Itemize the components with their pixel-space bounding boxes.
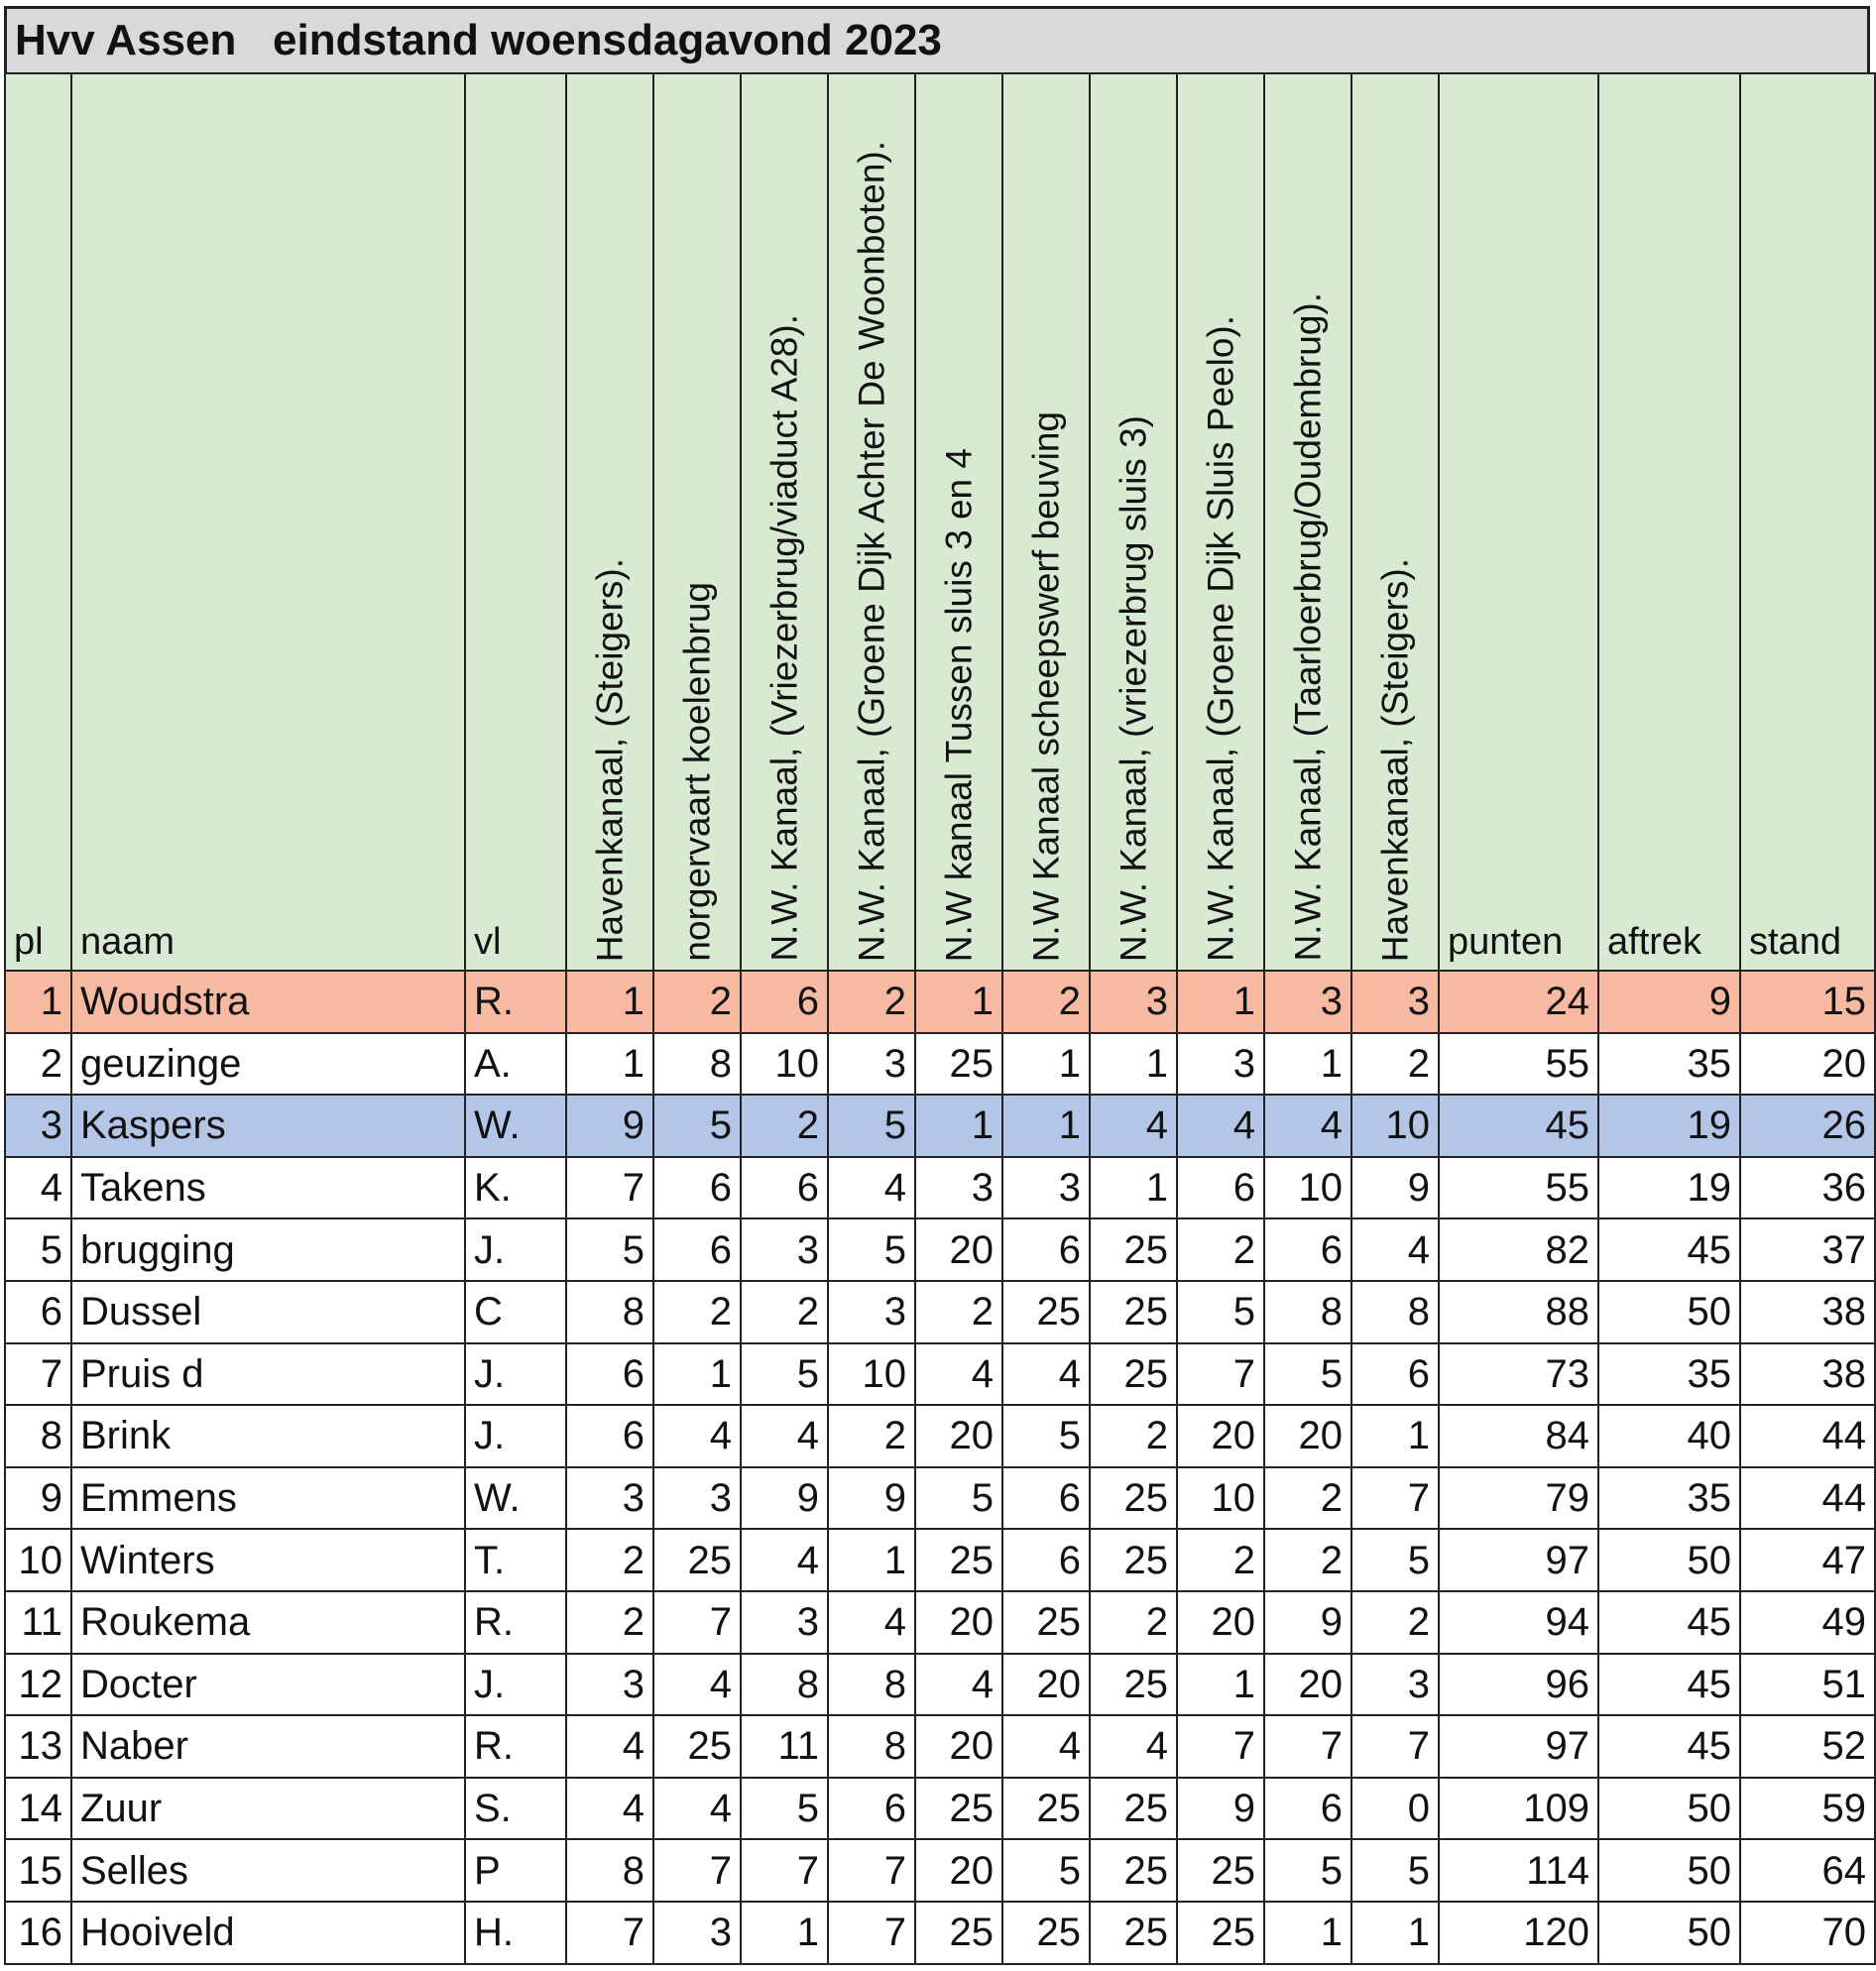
cell-score-1: 8 xyxy=(566,1839,653,1902)
cell-aftrek: 45 xyxy=(1598,1654,1740,1716)
cell-score-1: 7 xyxy=(566,1157,653,1219)
cell-vl: S. xyxy=(465,1778,566,1840)
cell-score-7: 25 xyxy=(1090,1343,1177,1406)
cell-vl: T. xyxy=(465,1529,566,1591)
cell-score-3: 11 xyxy=(741,1715,828,1778)
cell-punten: 109 xyxy=(1439,1778,1598,1840)
table-row xyxy=(5,1778,1875,1840)
cell-score-4: 8 xyxy=(828,1654,915,1716)
cell-score-5: 4 xyxy=(915,1343,1002,1406)
cell-naam: Winters xyxy=(71,1529,465,1591)
table-row xyxy=(5,1033,1875,1096)
cell-punten: 114 xyxy=(1439,1839,1598,1902)
cell-score-10: 6 xyxy=(1351,1343,1439,1406)
cell-score-2: 5 xyxy=(653,1095,741,1157)
cell-score-1: 1 xyxy=(566,971,653,1033)
cell-aftrek: 19 xyxy=(1598,1157,1740,1219)
cell-aftrek: 50 xyxy=(1598,1839,1740,1902)
cell-score-8: 1 xyxy=(1177,971,1264,1033)
cell-score-6: 2 xyxy=(1002,971,1090,1033)
cell-score-5: 25 xyxy=(915,1529,1002,1591)
cell-score-8: 1 xyxy=(1177,1654,1264,1716)
cell-score-4: 3 xyxy=(828,1281,915,1343)
cell-score-3: 10 xyxy=(741,1033,828,1096)
cell-score-6: 25 xyxy=(1002,1281,1090,1343)
cell-score-10: 3 xyxy=(1351,971,1439,1033)
cell-score-5: 20 xyxy=(915,1591,1002,1654)
cell-score-10: 8 xyxy=(1351,1281,1439,1343)
cell-pl: 1 xyxy=(5,971,71,1033)
cell-vl: J. xyxy=(465,1405,566,1467)
cell-score-7: 1 xyxy=(1090,1033,1177,1096)
cell-score-3: 9 xyxy=(741,1467,828,1530)
cell-score-6: 25 xyxy=(1002,1778,1090,1840)
cell-score-9: 3 xyxy=(1264,971,1351,1033)
cell-stand: 44 xyxy=(1740,1405,1875,1467)
cell-vl: R. xyxy=(465,1715,566,1778)
table-row xyxy=(5,1467,1875,1530)
cell-score-1: 1 xyxy=(566,1033,653,1096)
cell-punten: 97 xyxy=(1439,1715,1598,1778)
cell-score-2: 3 xyxy=(653,1467,741,1530)
table-row xyxy=(5,1529,1875,1591)
cell-score-4: 2 xyxy=(828,1405,915,1467)
cell-stand: 26 xyxy=(1740,1095,1875,1157)
cell-stand: 64 xyxy=(1740,1839,1875,1902)
cell-stand: 59 xyxy=(1740,1778,1875,1840)
cell-score-7: 25 xyxy=(1090,1839,1177,1902)
cell-naam: Pruis d xyxy=(71,1343,465,1406)
cell-score-7: 25 xyxy=(1090,1654,1177,1716)
cell-vl: P xyxy=(465,1839,566,1902)
cell-score-9: 7 xyxy=(1264,1715,1351,1778)
cell-score-8: 9 xyxy=(1177,1778,1264,1840)
cell-vl: R. xyxy=(465,1591,566,1654)
cell-aftrek: 35 xyxy=(1598,1467,1740,1530)
cell-score-9: 6 xyxy=(1264,1778,1351,1840)
cell-score-9: 1 xyxy=(1264,1902,1351,1964)
cell-pl: 3 xyxy=(5,1095,71,1157)
cell-naam: brugging xyxy=(71,1218,465,1281)
cell-vl: J. xyxy=(465,1654,566,1716)
cell-stand: 36 xyxy=(1740,1157,1875,1219)
cell-score-10: 2 xyxy=(1351,1033,1439,1096)
cell-pl: 11 xyxy=(5,1591,71,1654)
table-row xyxy=(5,1902,1875,1964)
cell-punten: 97 xyxy=(1439,1529,1598,1591)
cell-naam: Emmens xyxy=(71,1467,465,1530)
cell-score-8: 10 xyxy=(1177,1467,1264,1530)
cell-score-6: 6 xyxy=(1002,1467,1090,1530)
cell-naam: Woudstra xyxy=(71,971,465,1033)
standings-body xyxy=(5,971,1875,1964)
cell-score-7: 25 xyxy=(1090,1529,1177,1591)
cell-pl: 9 xyxy=(5,1467,71,1530)
col-header-venue-2: norgervaart koelenbrug xyxy=(653,73,741,971)
cell-naam: Dussel xyxy=(71,1281,465,1343)
cell-score-2: 6 xyxy=(653,1218,741,1281)
cell-score-3: 2 xyxy=(741,1095,828,1157)
cell-score-8: 25 xyxy=(1177,1839,1264,1902)
col-header-venue-9: N.W. Kanaal, (Taarloerbrug/Oudembrug). xyxy=(1264,73,1351,971)
cell-score-9: 2 xyxy=(1264,1467,1351,1530)
table-row xyxy=(5,1281,1875,1343)
cell-score-10: 3 xyxy=(1351,1654,1439,1716)
cell-score-4: 5 xyxy=(828,1095,915,1157)
cell-score-4: 7 xyxy=(828,1902,915,1964)
cell-aftrek: 40 xyxy=(1598,1405,1740,1467)
cell-aftrek: 50 xyxy=(1598,1529,1740,1591)
cell-score-8: 5 xyxy=(1177,1281,1264,1343)
col-header-venue-7: N.W. Kanaal, (vriezerbrug sluis 3) xyxy=(1090,73,1177,971)
cell-aftrek: 50 xyxy=(1598,1778,1740,1840)
cell-score-1: 3 xyxy=(566,1467,653,1530)
cell-score-3: 5 xyxy=(741,1343,828,1406)
cell-score-8: 20 xyxy=(1177,1405,1264,1467)
cell-stand: 38 xyxy=(1740,1343,1875,1406)
cell-score-10: 10 xyxy=(1351,1095,1439,1157)
cell-score-8: 2 xyxy=(1177,1529,1264,1591)
table-row xyxy=(5,1343,1875,1406)
cell-stand: 15 xyxy=(1740,971,1875,1033)
col-header-venue-10: Havenkanaal, (Steigers). xyxy=(1351,73,1439,971)
cell-score-1: 9 xyxy=(566,1095,653,1157)
cell-score-6: 25 xyxy=(1002,1591,1090,1654)
cell-score-10: 2 xyxy=(1351,1591,1439,1654)
cell-score-4: 6 xyxy=(828,1778,915,1840)
col-header-stand: stand xyxy=(1740,73,1875,971)
cell-punten: 94 xyxy=(1439,1591,1598,1654)
cell-score-5: 1 xyxy=(915,1095,1002,1157)
cell-stand: 37 xyxy=(1740,1218,1875,1281)
table-row xyxy=(5,1654,1875,1716)
cell-score-5: 5 xyxy=(915,1467,1002,1530)
table-row xyxy=(5,1839,1875,1902)
cell-pl: 4 xyxy=(5,1157,71,1219)
cell-score-3: 3 xyxy=(741,1591,828,1654)
cell-score-1: 6 xyxy=(566,1343,653,1406)
cell-vl: H. xyxy=(465,1902,566,1964)
cell-pl: 14 xyxy=(5,1778,71,1840)
cell-score-8: 2 xyxy=(1177,1218,1264,1281)
cell-score-3: 5 xyxy=(741,1778,828,1840)
cell-score-5: 25 xyxy=(915,1778,1002,1840)
cell-stand: 44 xyxy=(1740,1467,1875,1530)
cell-punten: 88 xyxy=(1439,1281,1598,1343)
cell-score-5: 20 xyxy=(915,1715,1002,1778)
cell-punten: 84 xyxy=(1439,1405,1598,1467)
cell-aftrek: 45 xyxy=(1598,1218,1740,1281)
cell-score-4: 4 xyxy=(828,1157,915,1219)
cell-stand: 49 xyxy=(1740,1591,1875,1654)
cell-score-5: 25 xyxy=(915,1033,1002,1096)
cell-aftrek: 45 xyxy=(1598,1715,1740,1778)
cell-naam: Takens xyxy=(71,1157,465,1219)
col-header-venue-6: N.W Kanaal scheepswerf beuving xyxy=(1002,73,1090,971)
cell-score-9: 4 xyxy=(1264,1095,1351,1157)
cell-score-9: 1 xyxy=(1264,1033,1351,1096)
cell-punten: 82 xyxy=(1439,1218,1598,1281)
cell-score-3: 8 xyxy=(741,1654,828,1716)
cell-score-10: 7 xyxy=(1351,1467,1439,1530)
cell-score-10: 5 xyxy=(1351,1839,1439,1902)
cell-stand: 70 xyxy=(1740,1902,1875,1964)
cell-score-2: 4 xyxy=(653,1405,741,1467)
cell-pl: 6 xyxy=(5,1281,71,1343)
col-header-venue-8: N.W. Kanaal, (Groene Dijk Sluis Peelo). xyxy=(1177,73,1264,971)
cell-naam: Zuur xyxy=(71,1778,465,1840)
header-row xyxy=(5,73,1875,971)
table-row xyxy=(5,1218,1875,1281)
table-row xyxy=(5,1405,1875,1467)
cell-vl: K. xyxy=(465,1157,566,1219)
cell-vl: W. xyxy=(465,1467,566,1530)
table-row xyxy=(5,1157,1875,1219)
table-row xyxy=(5,1591,1875,1654)
cell-score-2: 25 xyxy=(653,1529,741,1591)
cell-score-8: 7 xyxy=(1177,1715,1264,1778)
cell-score-5: 25 xyxy=(915,1902,1002,1964)
table-row xyxy=(5,971,1875,1033)
cell-punten: 120 xyxy=(1439,1902,1598,1964)
cell-score-4: 4 xyxy=(828,1591,915,1654)
cell-score-1: 3 xyxy=(566,1654,653,1716)
cell-score-10: 1 xyxy=(1351,1405,1439,1467)
cell-score-2: 4 xyxy=(653,1778,741,1840)
cell-score-2: 4 xyxy=(653,1654,741,1716)
cell-punten: 45 xyxy=(1439,1095,1598,1157)
cell-score-9: 5 xyxy=(1264,1839,1351,1902)
cell-score-6: 25 xyxy=(1002,1902,1090,1964)
cell-score-1: 2 xyxy=(566,1529,653,1591)
standings-table xyxy=(4,72,1876,1965)
cell-score-3: 6 xyxy=(741,1157,828,1219)
cell-score-10: 5 xyxy=(1351,1529,1439,1591)
standings-sheet xyxy=(4,6,1870,1965)
cell-score-4: 7 xyxy=(828,1839,915,1902)
cell-score-7: 2 xyxy=(1090,1591,1177,1654)
cell-score-2: 25 xyxy=(653,1715,741,1778)
cell-score-7: 25 xyxy=(1090,1218,1177,1281)
cell-score-2: 7 xyxy=(653,1591,741,1654)
cell-pl: 10 xyxy=(5,1529,71,1591)
cell-score-2: 2 xyxy=(653,1281,741,1343)
table-row xyxy=(5,1095,1875,1157)
cell-naam: Naber xyxy=(71,1715,465,1778)
col-header-punten: punten xyxy=(1439,73,1598,971)
table-row xyxy=(5,1715,1875,1778)
cell-pl: 15 xyxy=(5,1839,71,1902)
cell-score-9: 2 xyxy=(1264,1529,1351,1591)
cell-pl: 7 xyxy=(5,1343,71,1406)
cell-punten: 96 xyxy=(1439,1654,1598,1716)
cell-aftrek: 45 xyxy=(1598,1591,1740,1654)
col-header-pl: pl xyxy=(5,73,71,971)
cell-score-7: 4 xyxy=(1090,1095,1177,1157)
cell-score-4: 8 xyxy=(828,1715,915,1778)
cell-score-2: 2 xyxy=(653,971,741,1033)
cell-stand: 51 xyxy=(1740,1654,1875,1716)
cell-naam: Brink xyxy=(71,1405,465,1467)
cell-naam: Selles xyxy=(71,1839,465,1902)
cell-aftrek: 50 xyxy=(1598,1281,1740,1343)
cell-punten: 55 xyxy=(1439,1033,1598,1096)
cell-score-7: 2 xyxy=(1090,1405,1177,1467)
cell-score-1: 5 xyxy=(566,1218,653,1281)
cell-score-6: 1 xyxy=(1002,1095,1090,1157)
cell-score-1: 2 xyxy=(566,1591,653,1654)
cell-score-2: 3 xyxy=(653,1902,741,1964)
cell-score-1: 8 xyxy=(566,1281,653,1343)
cell-score-6: 4 xyxy=(1002,1715,1090,1778)
cell-score-2: 8 xyxy=(653,1033,741,1096)
cell-naam: Roukema xyxy=(71,1591,465,1654)
cell-score-6: 1 xyxy=(1002,1033,1090,1096)
cell-score-8: 25 xyxy=(1177,1902,1264,1964)
cell-pl: 13 xyxy=(5,1715,71,1778)
cell-score-8: 4 xyxy=(1177,1095,1264,1157)
cell-score-8: 20 xyxy=(1177,1591,1264,1654)
cell-punten: 79 xyxy=(1439,1467,1598,1530)
cell-pl: 12 xyxy=(5,1654,71,1716)
cell-score-4: 3 xyxy=(828,1033,915,1096)
cell-score-8: 3 xyxy=(1177,1033,1264,1096)
cell-score-3: 7 xyxy=(741,1839,828,1902)
cell-aftrek: 9 xyxy=(1598,971,1740,1033)
cell-score-9: 20 xyxy=(1264,1654,1351,1716)
cell-score-4: 2 xyxy=(828,971,915,1033)
cell-score-4: 9 xyxy=(828,1467,915,1530)
cell-score-9: 6 xyxy=(1264,1218,1351,1281)
cell-aftrek: 35 xyxy=(1598,1343,1740,1406)
cell-score-6: 6 xyxy=(1002,1218,1090,1281)
cell-pl: 5 xyxy=(5,1218,71,1281)
cell-score-9: 8 xyxy=(1264,1281,1351,1343)
cell-score-2: 7 xyxy=(653,1839,741,1902)
cell-naam: Kaspers xyxy=(71,1095,465,1157)
cell-score-5: 4 xyxy=(915,1654,1002,1716)
cell-punten: 73 xyxy=(1439,1343,1598,1406)
cell-score-1: 7 xyxy=(566,1902,653,1964)
cell-score-6: 5 xyxy=(1002,1405,1090,1467)
cell-score-7: 3 xyxy=(1090,971,1177,1033)
cell-score-3: 1 xyxy=(741,1902,828,1964)
cell-score-3: 4 xyxy=(741,1529,828,1591)
cell-naam: geuzinge xyxy=(71,1033,465,1096)
cell-score-5: 2 xyxy=(915,1281,1002,1343)
cell-score-7: 25 xyxy=(1090,1902,1177,1964)
cell-score-7: 25 xyxy=(1090,1467,1177,1530)
cell-score-5: 20 xyxy=(915,1405,1002,1467)
cell-score-2: 6 xyxy=(653,1157,741,1219)
col-header-venue-5: N.W kanaal Tussen sluis 3 en 4 xyxy=(915,73,1002,971)
cell-stand: 47 xyxy=(1740,1529,1875,1591)
cell-score-7: 25 xyxy=(1090,1281,1177,1343)
cell-punten: 55 xyxy=(1439,1157,1598,1219)
cell-pl: 16 xyxy=(5,1902,71,1964)
cell-naam: Hooiveld xyxy=(71,1902,465,1964)
cell-punten: 24 xyxy=(1439,971,1598,1033)
cell-score-3: 3 xyxy=(741,1218,828,1281)
cell-aftrek: 19 xyxy=(1598,1095,1740,1157)
cell-score-6: 3 xyxy=(1002,1157,1090,1219)
cell-score-1: 4 xyxy=(566,1778,653,1840)
cell-pl: 2 xyxy=(5,1033,71,1096)
col-header-vl: vl xyxy=(465,73,566,971)
cell-vl: R. xyxy=(465,971,566,1033)
sheet-title: Hvv Assen eindstand woensdagavond 2023 xyxy=(4,6,1870,75)
cell-score-10: 4 xyxy=(1351,1218,1439,1281)
cell-score-7: 1 xyxy=(1090,1157,1177,1219)
cell-score-3: 4 xyxy=(741,1405,828,1467)
cell-score-7: 4 xyxy=(1090,1715,1177,1778)
cell-score-9: 20 xyxy=(1264,1405,1351,1467)
cell-score-9: 9 xyxy=(1264,1591,1351,1654)
cell-stand: 20 xyxy=(1740,1033,1875,1096)
cell-score-8: 7 xyxy=(1177,1343,1264,1406)
cell-score-1: 6 xyxy=(566,1405,653,1467)
cell-score-3: 2 xyxy=(741,1281,828,1343)
cell-score-10: 0 xyxy=(1351,1778,1439,1840)
cell-score-4: 10 xyxy=(828,1343,915,1406)
col-header-naam: naam xyxy=(71,73,465,971)
cell-score-3: 6 xyxy=(741,971,828,1033)
cell-vl: A. xyxy=(465,1033,566,1096)
cell-stand: 38 xyxy=(1740,1281,1875,1343)
cell-vl: J. xyxy=(465,1343,566,1406)
cell-score-9: 10 xyxy=(1264,1157,1351,1219)
cell-score-4: 1 xyxy=(828,1529,915,1591)
cell-score-9: 5 xyxy=(1264,1343,1351,1406)
cell-vl: W. xyxy=(465,1095,566,1157)
cell-vl: C xyxy=(465,1281,566,1343)
col-header-venue-1: Havenkanaal, (Steigers). xyxy=(566,73,653,971)
cell-score-6: 4 xyxy=(1002,1343,1090,1406)
cell-naam: Docter xyxy=(71,1654,465,1716)
cell-score-10: 9 xyxy=(1351,1157,1439,1219)
cell-score-5: 3 xyxy=(915,1157,1002,1219)
cell-stand: 52 xyxy=(1740,1715,1875,1778)
cell-score-10: 7 xyxy=(1351,1715,1439,1778)
cell-vl: J. xyxy=(465,1218,566,1281)
cell-score-7: 25 xyxy=(1090,1778,1177,1840)
cell-score-8: 6 xyxy=(1177,1157,1264,1219)
cell-score-2: 1 xyxy=(653,1343,741,1406)
col-header-venue-4: N.W. Kanaal, (Groene Dijk Achter De Woonboten). xyxy=(828,73,915,971)
col-header-venue-3: N.W. Kanaal, (Vriezerbrug/viaduct A28). xyxy=(741,73,828,971)
cell-score-6: 6 xyxy=(1002,1529,1090,1591)
cell-aftrek: 50 xyxy=(1598,1902,1740,1964)
cell-score-5: 20 xyxy=(915,1839,1002,1902)
cell-aftrek: 35 xyxy=(1598,1033,1740,1096)
cell-score-1: 4 xyxy=(566,1715,653,1778)
col-header-aftrek: aftrek xyxy=(1598,73,1740,971)
cell-pl: 8 xyxy=(5,1405,71,1467)
cell-score-5: 1 xyxy=(915,971,1002,1033)
cell-score-6: 5 xyxy=(1002,1839,1090,1902)
cell-score-4: 5 xyxy=(828,1218,915,1281)
cell-score-10: 1 xyxy=(1351,1902,1439,1964)
cell-score-6: 20 xyxy=(1002,1654,1090,1716)
cell-score-5: 20 xyxy=(915,1218,1002,1281)
